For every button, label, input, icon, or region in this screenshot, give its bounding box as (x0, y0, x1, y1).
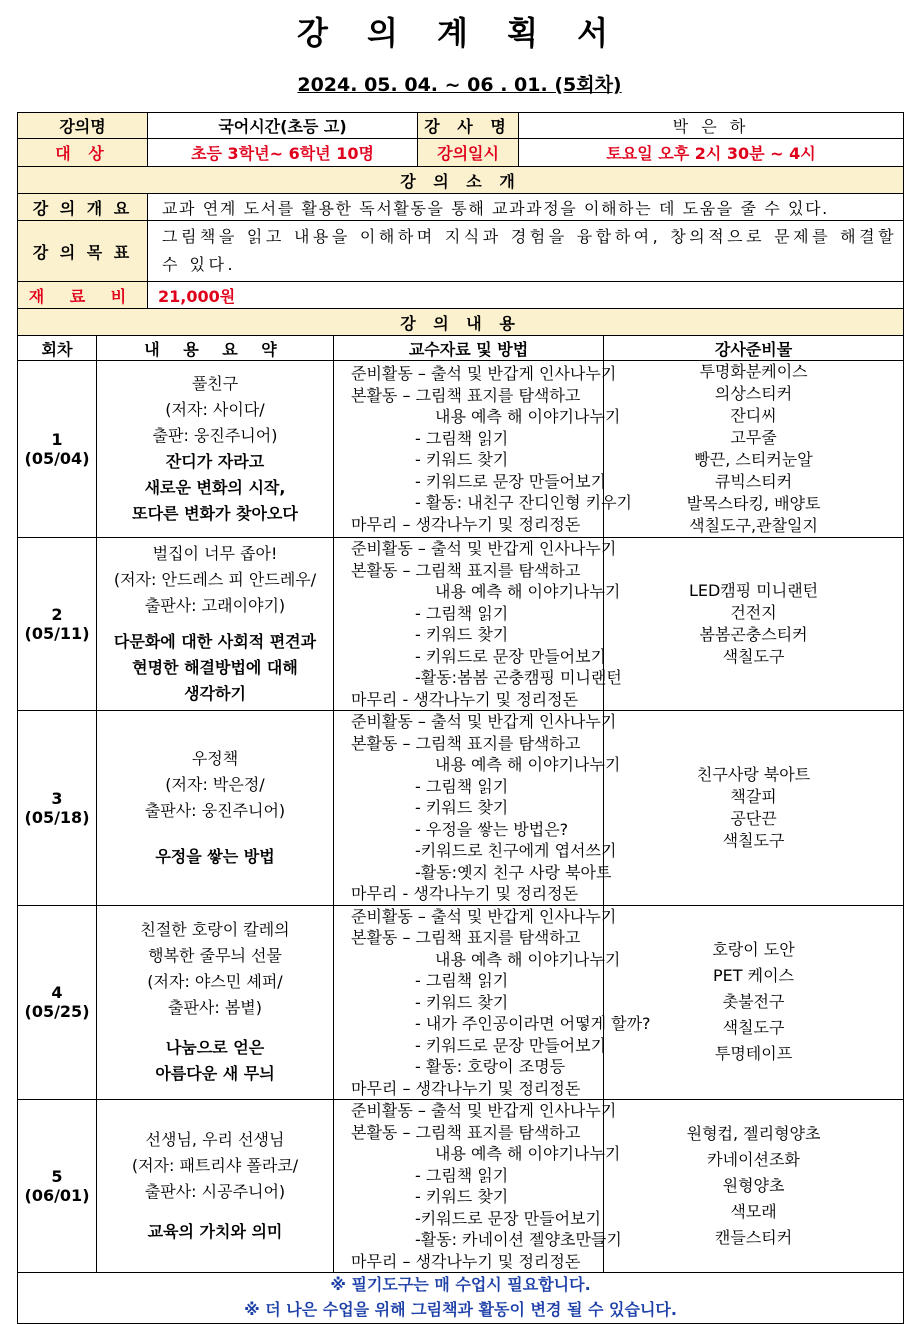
schedule-label: 강의일시 (418, 139, 519, 167)
col-header-methods: 교수자료 및 방법 (334, 336, 604, 361)
note-1: ※ 필기도구는 매 수업시 필요합니다. (330, 1275, 591, 1294)
session-methods: 준비활동 – 출석 및 반갑게 인사나누기 본활동 – 그림책 표지를 탐색하고 내용 예측 해 이야기나누기 - 그림책 읽기 - 키워드 찾기 -키워드로 문장 만들어보기 -활동: 카네이션 젤양초만들기 마무리 – 생각나누기 및 정리정돈 (334, 1100, 604, 1273)
session-materials: 친구사랑 북아트 책갈피 공단끈 색칠도구 (604, 711, 904, 906)
session-number: 5 (06/01) (18, 1100, 97, 1273)
col-header-summary: 내 용 요 약 (97, 336, 334, 361)
overview-value: 교과 연계 도서를 활용한 독서활동을 통해 교과과정을 이해하는 데 도움을 줄 수 있다. (148, 194, 904, 221)
teacher-value: 박 은 하 (519, 113, 904, 139)
session-summary: 벌집이 너무 좁아! (저자: 안드레스 피 안드레우/ 출판사: 고래이야기) 다문화에 대한 사회적 편견과 현명한 해결방법에 대해 생각하기 (97, 538, 334, 711)
session-row-4 (18, 905, 904, 1100)
goal-value: 그림책을 읽고 내용을 이해하며 지식과 경험을 융합하여, 창의적으로 문제를 해결할 수 있다. (148, 221, 904, 282)
session-number: 2 (05/11) (18, 538, 97, 711)
session-row-1 (18, 361, 904, 538)
course-name-value: 국어시간(초등 고) (148, 113, 418, 139)
session-row-2 (18, 538, 904, 711)
intro-header: 강 의 소 개 (18, 167, 904, 194)
session-materials: 투명화분케이스 의상스티커 잔디씨 고무줄 빵끈, 스티커눈알 큐빅스티커 발목스타킹, 배양토 색칠도구,관찰일지 (604, 361, 904, 538)
session-methods: 준비활동 – 출석 및 반갑게 인사나누기 본활동 – 그림책 표지를 탐색하고 내용 예측 해 이야기나누기 - 그림책 읽기 - 키워드 찾기 - 키워드로 문장 만들어보기 - 활동: 내친구 잔디인형 키우기 마무리 – 생각나누기 및 정리정돈 (334, 361, 604, 538)
session-methods: 준비활동 – 출석 및 반갑게 인사나누기 본활동 – 그림책 표지를 탐색하고 내용 예측 해 이야기나누기 - 그림책 읽기 - 키워드 찾기 - 내가 주인공이라면 어떻게 할까? - 키워드로 문장 만들어보기 - 활동: 호랑이 조명등 마무리 – 생각나누기 및 정리정돈 (334, 905, 604, 1100)
session-summary: 풀친구 (저자: 사이다/ 출판: 웅진주니어) 잔디가 자라고 새로운 변화의 시작, 또다른 변화가 찾아오다 (97, 361, 334, 538)
session-row-5 (18, 1100, 904, 1273)
lecture-plan-table (17, 112, 904, 1324)
session-methods: 준비활동 – 출석 및 반갑게 인사나누기 본활동 – 그림책 표지를 탐색하고 내용 예측 해 이야기나누기 - 그림책 읽기 - 키워드 찾기 - 키워드로 문장 만들어보기 -활동:봄봄 곤충캠핑 미니랜턴 마무리 - 생각나누기 및 정리정돈 (334, 538, 604, 711)
note-2: ※ 더 나은 수업을 위해 그림책과 활동이 변경 될 수 있습니다. (244, 1300, 677, 1319)
session-summary: 선생님, 우리 선생님 (저자: 패트리샤 폴라코/ 출판사: 시공주니어) 교육의 가치와 의미 (97, 1100, 334, 1273)
session-row-3 (18, 711, 904, 906)
target-label: 대 상 (18, 139, 148, 167)
session-number: 4 (05/25) (18, 905, 97, 1100)
session-materials: LED캠핑 미니랜턴 건전지 봄봄곤충스티커 색칠도구 (604, 538, 904, 711)
session-summary: 친절한 호랑이 칼레의 행복한 줄무늬 선물 (저자: 야스민 셰퍼/ 출판사: 봄볕) 나눔으로 얻은 아름다운 새 무늬 (97, 905, 334, 1100)
course-period (0, 70, 919, 97)
content-header: 강 의 내 용 (18, 309, 904, 336)
session-materials: 호랑이 도안 PET 케이스 촛불전구 색칠도구 투명테이프 (604, 905, 904, 1100)
session-number: 3 (05/18) (18, 711, 97, 906)
cost-label: 재 료 비 (18, 282, 148, 309)
course-name-label: 강의명 (18, 113, 148, 139)
session-methods: 준비활동 – 출석 및 반갑게 인사나누기 본활동 – 그림책 표지를 탐색하고 내용 예측 해 이야기나누기 - 그림책 읽기 - 키워드 찾기 - 우정을 쌓는 방법은? -키워드로 친구에게 엽서쓰기 -활동:옛지 친구 사랑 북아트 마무리 - 생각나누기 및 정리정돈 (334, 711, 604, 906)
col-header-materials: 강사준비물 (604, 336, 904, 361)
course-period-text: 2024. 05. 04. ~ 06 . 01. (5회차) (297, 74, 622, 96)
schedule-value: 토요일 오후 2시 30분 ~ 4시 (519, 139, 904, 167)
session-number: 1 (05/04) (18, 361, 97, 538)
session-summary: 우정책 (저자: 박은정/ 출판사: 웅진주니어) 우정을 쌓는 방법 (97, 711, 334, 906)
teacher-label: 강 사 명 (418, 113, 519, 139)
session-materials: 원형컵, 젤리형양초 카네이션조화 원형양초 색모래 캔들스티커 (604, 1100, 904, 1273)
overview-label: 강 의 개 요 (18, 194, 148, 221)
document-title: 강 의 계 획 서 (296, 14, 623, 52)
goal-label: 강 의 목 표 (18, 221, 148, 282)
col-header-session: 회차 (18, 336, 97, 361)
notes (18, 1273, 904, 1324)
target-value: 초등 3학년~ 6학년 10명 (148, 139, 418, 167)
cost-value: 21,000원 (148, 282, 904, 309)
